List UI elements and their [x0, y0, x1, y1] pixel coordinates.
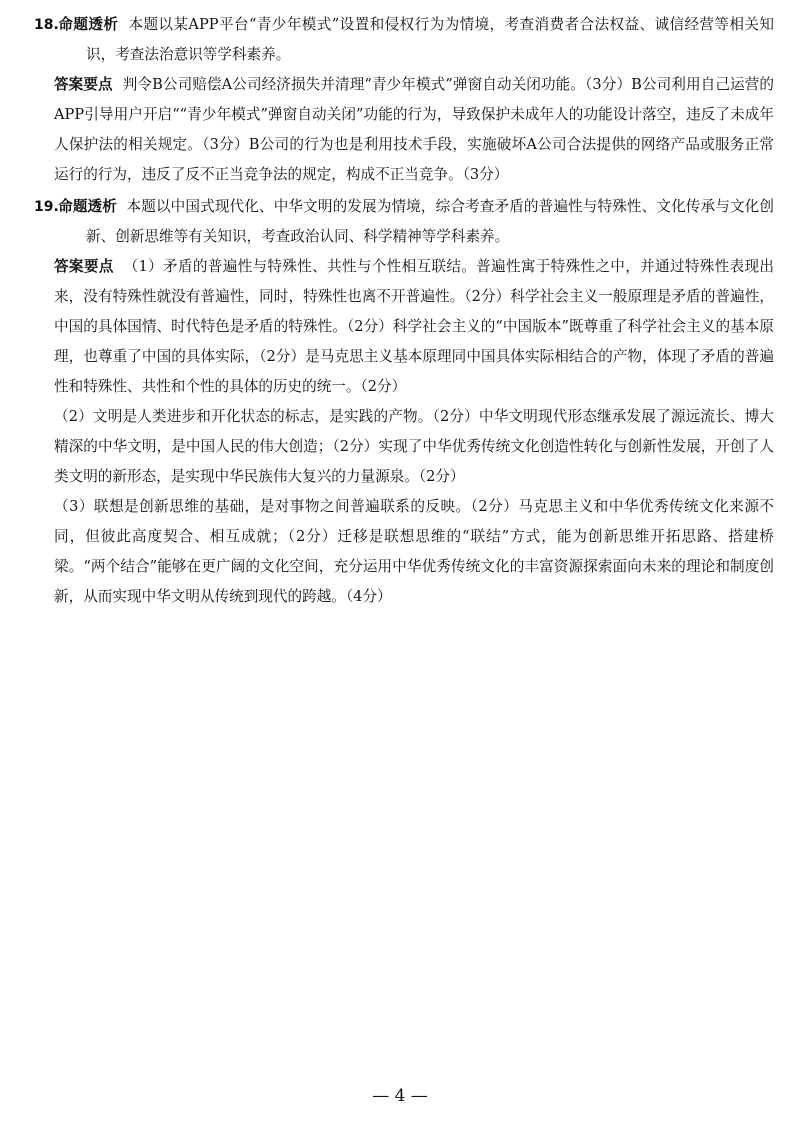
question-analysis [34, 10, 774, 70]
answer-paragraph: （2）文明是人类进步和开化状态的标志，是实践的产物。（2分）中华文明现代形态继承发展了源远流长、博大精深的中华文明，是中国人民的伟大创造；（2分）实现了中华优秀传统文化创造性转化与创新性发展，开创了人类文明的新形态，是实现中华民族伟大复兴的力量源泉。（2分） [54, 408, 774, 485]
answer-block [54, 70, 774, 190]
question-number: 18. [34, 17, 59, 33]
answer-paragraph [54, 252, 774, 402]
answer-content [34, 10, 774, 614]
answer-text: （1）矛盾的普遍性与特殊性、共性与个性相互联结。普遍性寓于特殊性之中，并通过特殊性表现出来，没有特殊性就没有普遍性，同时，特殊性也离不开普遍性。（2分）科学社会主义一般原理是矛盾的普遍性，中国的具体国情、时代特色是矛盾的特殊性。（2分）科学社会主义的“中国版本”既尊重了科学社会主义的基本原理，也尊重了中国的具体实际，（2分）是马克思主义基本原理同中国具体实际相结合的产物，体现了矛盾的普遍性和特殊性、共性和个性的具体的历史的统一。（2分） [54, 258, 774, 395]
question-18 [34, 10, 774, 190]
analysis-label: 命题透析 [58, 16, 119, 33]
answer-label: 答案要点 [54, 76, 113, 93]
answer-block [54, 252, 774, 612]
question-analysis [34, 192, 774, 252]
answer-paragraph: （3）联想是创新思维的基础，是对事物之间普遍联系的反映。（2分）马克思主义和中华优秀传统文化来源不同，但彼此高度契合、相互成就；（2分）迁移是联想思维的“联结”方式，能为创新思维开拓思路、搭建桥梁。“两个结合”能够在更广阔的文化空间，充分运用中华优秀传统文化的丰富资源探索面向未来的理论和制度创新，从而实现中华文明从传统到现代的跨越。（4分） [54, 498, 774, 605]
analysis-text: 本题以某APP平台“青少年模式”设置和侵权行为为情境，考查消费者合法权益、诚信经营等相关知识，考查法治意识等学科素养。 [86, 16, 774, 63]
page-number: — 4 — [372, 1086, 428, 1106]
question-19 [34, 192, 774, 612]
analysis-text: 本题以中国式现代化、中华文明的发展为情境，综合考查矛盾的普遍性与特殊性、文化传承与文化创新、创新思维等有关知识，考查政治认同、科学精神等学科素养。 [86, 198, 774, 245]
answer-label: 答案要点 [54, 258, 114, 275]
answer-text: 判令B公司赔偿A公司经济损失并清理“青少年模式”弹窗自动关闭功能。（3分）B公司利用自己运营的APP引导用户开启““青少年模式”弹窗自动关闭”功能的行为，导致保护未成年人的功能设计落空，违反了未成年人保护法的相关规定。（3分）B公司的行为也是利用技术手段，实施破坏A公司合法提供的网络产品或服务正常运行的行为，违反了反不正当竞争法的规定，构成不正当竞争。（3分） [54, 76, 774, 183]
question-number: 19. [34, 199, 59, 215]
answer-paragraph [54, 70, 774, 190]
analysis-label: 命题透析 [58, 198, 117, 215]
